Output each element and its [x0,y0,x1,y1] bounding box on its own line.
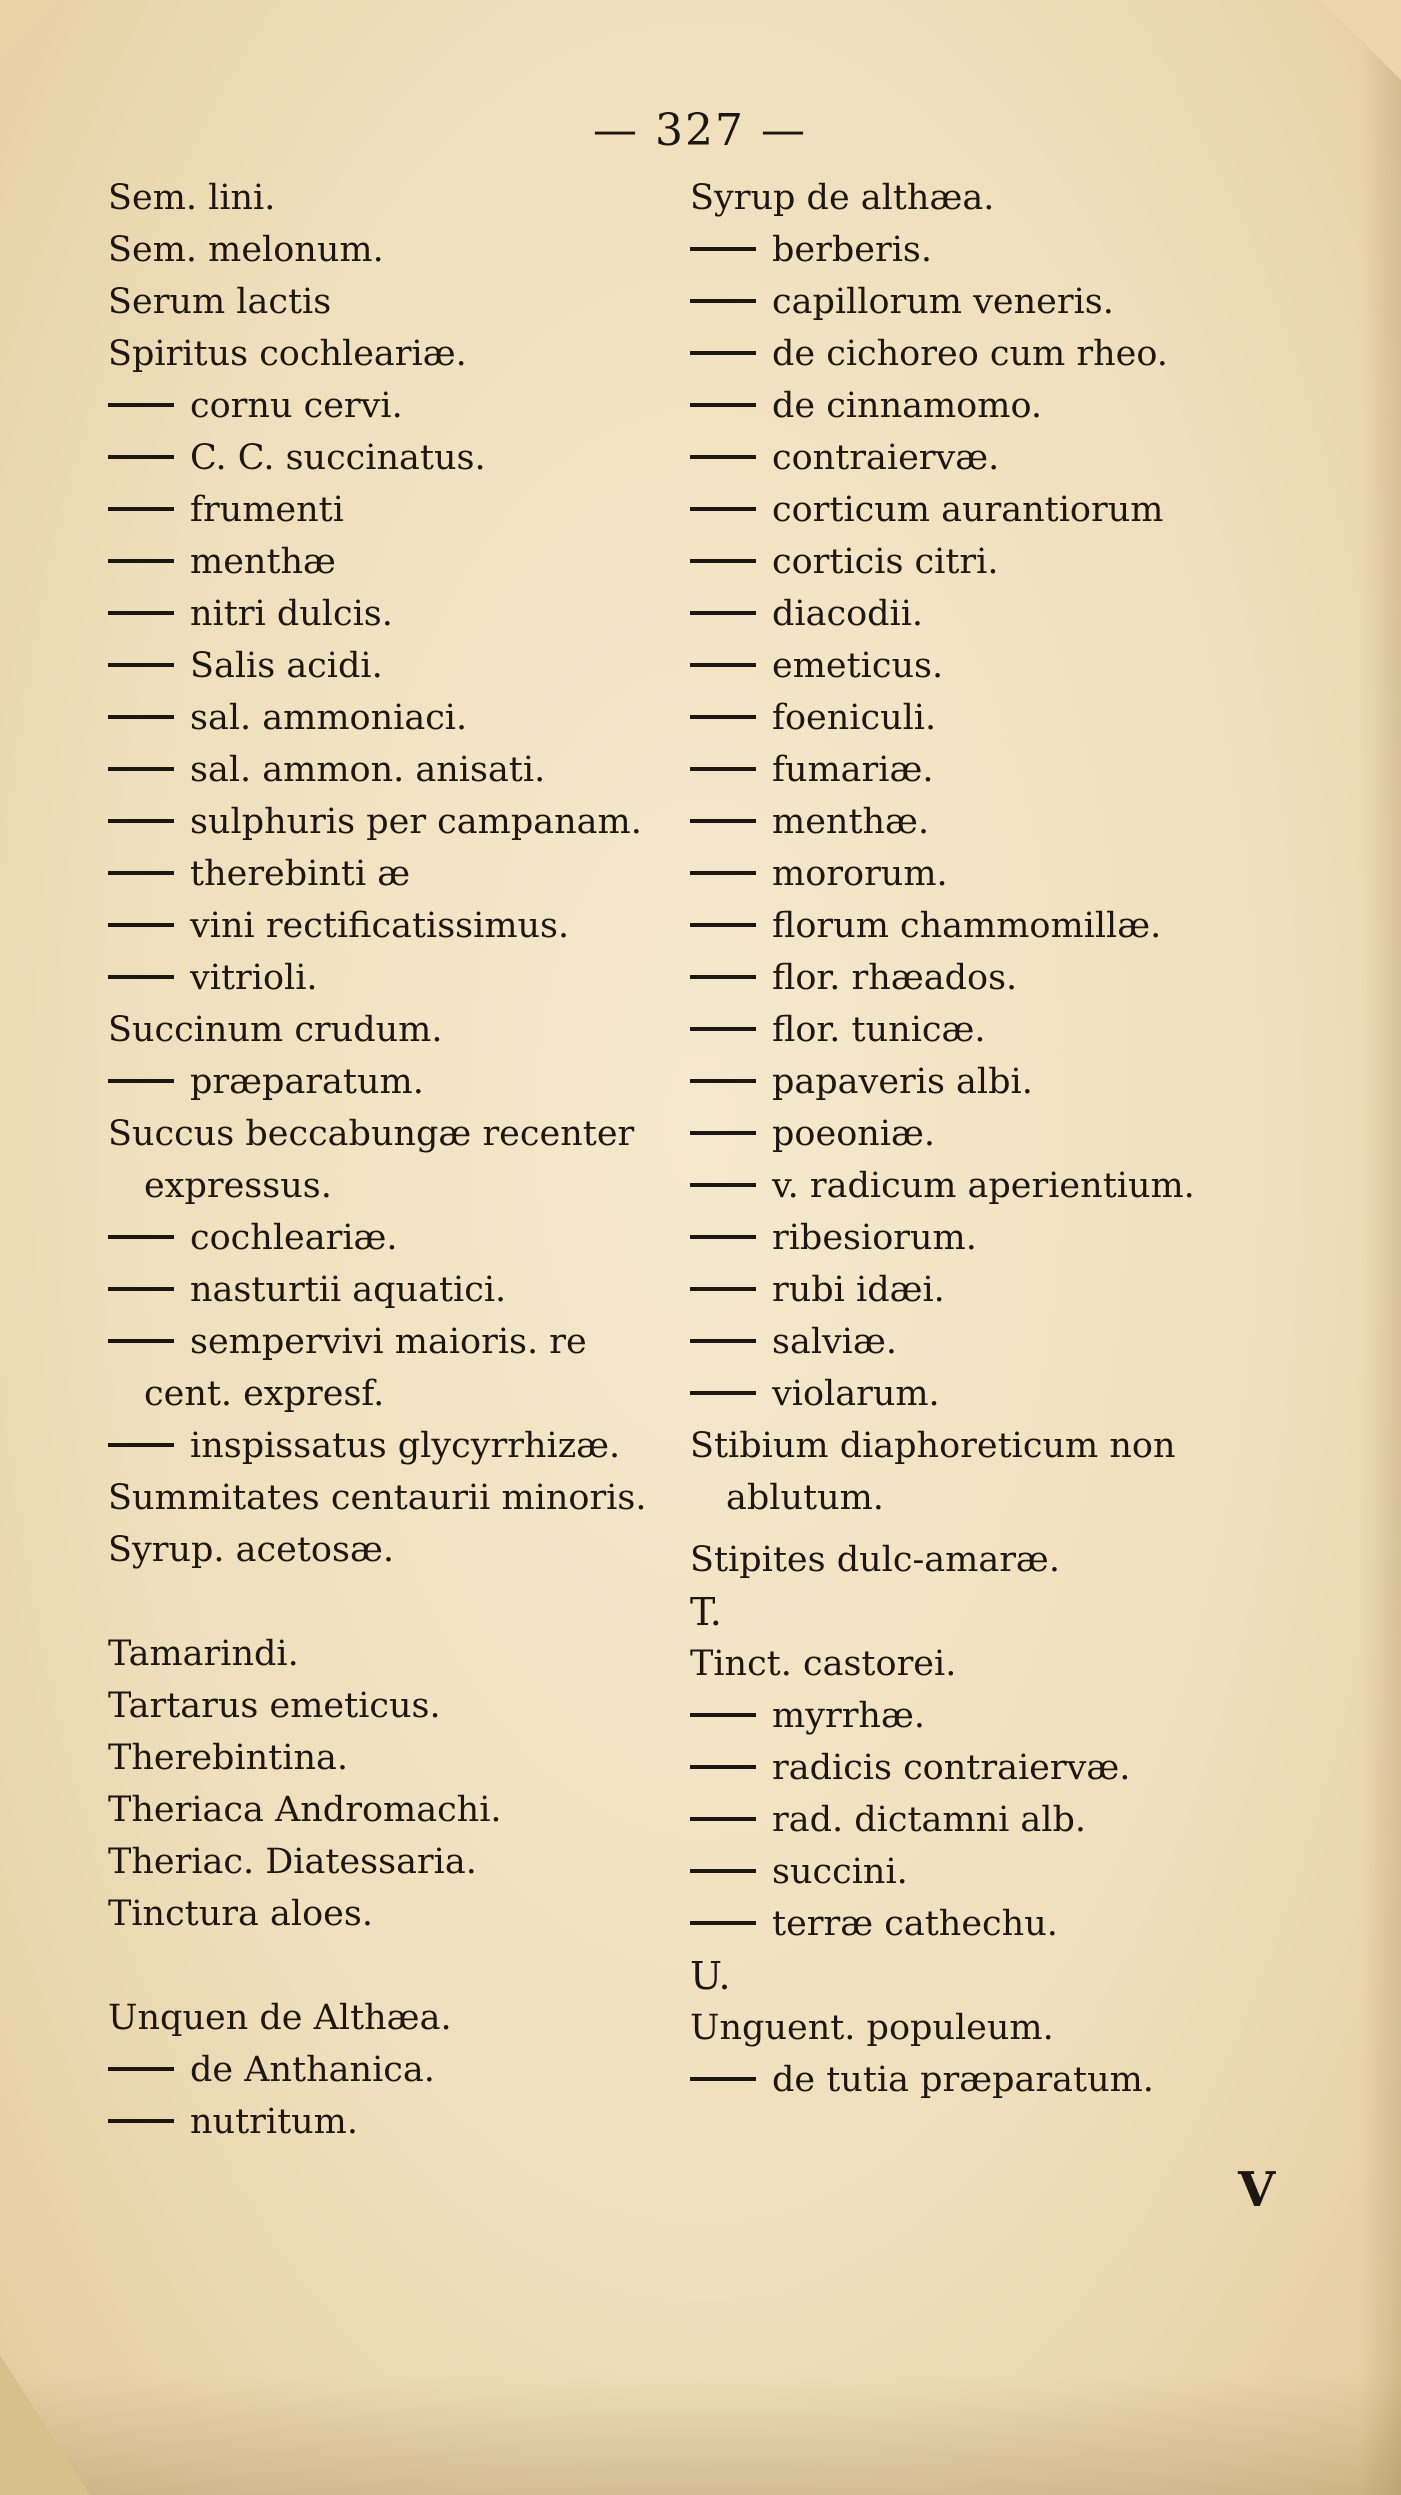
index-entry [108,1316,698,1368]
entry-text: Unguent. populeum. [690,2008,1054,2048]
index-entry [690,536,1310,588]
entry-text: U. [690,1954,731,1998]
entry-text: sal. ammon. anisati. [190,750,546,790]
index-entry [108,1264,698,1316]
entry-text: sal. ammoniaci. [190,698,468,738]
entry-text: sempervivi maioris. re [190,1322,587,1362]
ditto-dash [690,819,756,823]
index-entry [108,588,698,640]
index-entry [108,692,698,744]
entry-text: Stipites dulc-amaræ. [690,1540,1060,1580]
index-entry [690,640,1310,692]
entry-text: flor. tunicæ. [772,1010,986,1050]
entry-text: C. C. succinatus. [190,438,486,478]
ditto-dash [108,1443,174,1447]
index-entry [690,1742,1310,1794]
entry-text: Sem. lini. [108,178,276,218]
ditto-dash [690,247,756,251]
index-entry [108,328,698,380]
entry-text: Tinct. castorei. [690,1644,957,1684]
entry-text: menthæ [190,542,336,582]
entry-text: Succinum crudum. [108,1010,443,1050]
entry-text: Serum lactis [108,282,332,322]
index-entry [108,1472,698,1524]
ditto-dash [690,1765,756,1769]
page-number: — 327 — [593,105,807,156]
ditto-dash [108,507,174,511]
entry-text: succini. [772,1852,908,1892]
index-entry [108,172,698,224]
index-entry [690,328,1310,380]
entry-text: papaveris albi. [772,1062,1033,1102]
index-entry [108,1732,698,1784]
ditto-dash [108,455,174,459]
index-entry [108,1836,698,1888]
entry-text: rad. dictamni alb. [772,1800,1087,1840]
index-entry [108,536,698,588]
index-entry [690,1264,1310,1316]
index-entry [690,1898,1310,1950]
index-entry [690,952,1310,1004]
index-entry [690,1004,1310,1056]
index-entry [690,1794,1310,1846]
entry-text: de Anthanica. [190,2050,435,2090]
entry-text: Sem. melonum. [108,230,384,270]
index-entry [690,848,1310,900]
ditto-dash [690,1079,756,1083]
entry-text: salviæ. [772,1322,898,1362]
index-entry [690,1212,1310,1264]
entry-text: Tinctura aloes. [108,1894,373,1934]
index-entry [108,1888,698,1940]
ditto-dash [690,1131,756,1135]
entry-text: ribesiorum. [772,1218,977,1258]
ditto-dash [690,455,756,459]
entry-text: Unquen de Althæa. [108,1998,452,2038]
entry-text: præparatum. [190,1062,424,1102]
index-entry [108,2044,698,2096]
ditto-dash [108,975,174,979]
ditto-dash [690,1339,756,1343]
ditto-dash [690,403,756,407]
index-entry [108,1056,698,1108]
entry-text: foeniculi. [772,698,937,738]
index-entry [108,380,698,432]
ditto-dash [690,663,756,667]
entry-text: capillorum veneris. [772,282,1114,322]
entry-text: poeoniæ. [772,1114,936,1154]
index-entry [108,900,698,952]
entry-text: Spiritus cochleariæ. [108,334,467,374]
ditto-dash [108,1079,174,1083]
index-entry [108,1420,698,1472]
ditto-dash [108,767,174,771]
entry-text: florum chammomillæ. [772,906,1162,946]
index-entry [690,1160,1310,1212]
index-entry [108,276,698,328]
index-entry [690,1638,1310,1690]
entry-text: de tutia præparatum. [772,2060,1154,2100]
ditto-dash [108,611,174,615]
ditto-dash [108,559,174,563]
index-entry [690,1316,1310,1368]
torn-corner [0,0,60,60]
ditto-dash [690,1869,756,1873]
entry-text: cochleariæ. [190,1218,398,1258]
index-entry [108,1628,698,1680]
entry-text: contraiervæ. [772,438,1000,478]
ditto-dash [108,715,174,719]
entry-text: Therebintina. [108,1738,348,1778]
ditto-dash [108,871,174,875]
section-letter [690,1950,1310,2002]
ditto-dash [108,2119,174,2123]
entry-text: mororum. [772,854,948,894]
index-entry [690,432,1310,484]
entry-text: Theriac. Diatessaria. [108,1842,477,1882]
entry-text: fumariæ. [772,750,934,790]
entry-text: vini rectificatissimus. [190,906,570,946]
entry-text: Salis acidi. [190,646,383,686]
ditto-dash [690,1391,756,1395]
entry-text: vitrioli. [190,958,318,998]
index-entry [690,588,1310,640]
index-entry [108,1368,698,1420]
index-entry [108,484,698,536]
entry-text: expressus. [144,1166,332,1206]
ditto-dash [108,1339,174,1343]
index-entry [690,224,1310,276]
entry-text: rubi idæi. [772,1270,945,1310]
entry-text: Syrup de althæa. [690,178,995,218]
index-entry [108,1108,698,1160]
entry-text: ablutum. [726,1478,884,1518]
index-entry [108,432,698,484]
entry-text: terræ cathechu. [772,1904,1058,1944]
entry-text: corticum aurantiorum [772,490,1164,530]
entry-text: nitri dulcis. [190,594,393,634]
page-edge-shadow [1361,0,1401,2495]
ditto-dash [690,351,756,355]
index-entry [690,1534,1310,1586]
entry-text: flor. rhæados. [772,958,1018,998]
entry-text: diacodii. [772,594,924,634]
index-entry [690,484,1310,536]
index-entry [690,2054,1310,2106]
entry-text: corticis citri. [772,542,999,582]
ditto-dash [690,299,756,303]
ditto-dash [690,611,756,615]
entry-text: Theriaca Andromachi. [108,1790,502,1830]
index-entry [108,2096,698,2148]
catchword: V [1238,2162,1276,2218]
ditto-dash [108,819,174,823]
ditto-dash [690,715,756,719]
entry-text: cornu cervi. [190,386,403,426]
entry-text: emeticus. [772,646,944,686]
entry-text: frumenti [190,490,344,530]
index-entry [690,1846,1310,1898]
ditto-dash [690,1817,756,1821]
entry-text: violarum. [772,1374,940,1414]
ditto-dash [108,2067,174,2071]
entry-text: Succus beccabungæ recenter [108,1114,635,1154]
index-entry [108,1524,698,1576]
ditto-dash [690,1921,756,1925]
ditto-dash [690,2077,756,2081]
index-entry [690,1368,1310,1420]
entry-text: v. radicum aperientium. [772,1166,1195,1206]
entry-text: myrrhæ. [772,1696,925,1736]
index-entry [690,380,1310,432]
ditto-dash [690,871,756,875]
index-entry [690,1420,1310,1472]
entry-text: Tamarindi. [108,1634,299,1674]
entry-text: berberis. [772,230,932,270]
entry-text: inspissatus glycyrrhizæ. [190,1426,621,1466]
page-bottom-shadow [0,2375,1401,2495]
entry-text: Syrup. acetosæ. [108,1530,394,1570]
right-column [690,172,1310,2106]
entry-text: Tartarus emeticus. [108,1686,441,1726]
entry-text: menthæ. [772,802,930,842]
index-entry [690,744,1310,796]
entry-text: nutritum. [190,2102,358,2142]
index-entry [690,2002,1310,2054]
index-entry [108,1992,698,2044]
entry-text: sulphuris per campanam. [190,802,642,842]
ditto-dash [108,663,174,667]
index-entry [108,224,698,276]
index-entry [690,1108,1310,1160]
torn-corner [0,2355,90,2495]
entry-text: de cichoreo cum rheo. [772,334,1168,374]
entry-text: Stibium diaphoreticum non [690,1426,1176,1466]
entry-text: Summitates centaurii minoris. [108,1478,647,1518]
left-column [108,172,698,2148]
blank-line [108,1940,698,1992]
index-entry [108,640,698,692]
torn-corner [1321,0,1401,80]
ditto-dash [108,923,174,927]
index-entry [108,1680,698,1732]
index-entry [690,692,1310,744]
ditto-dash [690,1183,756,1187]
ditto-dash [690,1235,756,1239]
index-entry [690,172,1310,224]
index-entry [108,848,698,900]
ditto-dash [108,1287,174,1291]
ditto-dash [108,1235,174,1239]
ditto-dash [690,559,756,563]
entry-text: de cinnamomo. [772,386,1043,426]
ditto-dash [690,923,756,927]
entry-text: nasturtii aquatici. [190,1270,507,1310]
entry-text: cent. expresf. [144,1374,385,1414]
ditto-dash [690,1027,756,1031]
index-entry [108,796,698,848]
entry-text: therebinti æ [190,854,411,894]
ditto-dash [690,1713,756,1717]
index-entry [108,952,698,1004]
section-letter [690,1586,1310,1638]
ditto-dash [690,767,756,771]
index-entry [108,1784,698,1836]
index-entry [690,1690,1310,1742]
ditto-dash [108,403,174,407]
entry-text: radicis contraiervæ. [772,1748,1131,1788]
ditto-dash [690,975,756,979]
index-entry [108,1004,698,1056]
index-entry [108,1212,698,1264]
index-entry [108,744,698,796]
blank-line [108,1576,698,1628]
ditto-dash [690,507,756,511]
index-entry [690,796,1310,848]
index-entry [108,1160,698,1212]
index-entry [690,1472,1310,1524]
entry-text: T. [690,1590,722,1634]
index-entry [690,276,1310,328]
index-entry [690,1056,1310,1108]
index-entry [690,900,1310,952]
ditto-dash [690,1287,756,1291]
